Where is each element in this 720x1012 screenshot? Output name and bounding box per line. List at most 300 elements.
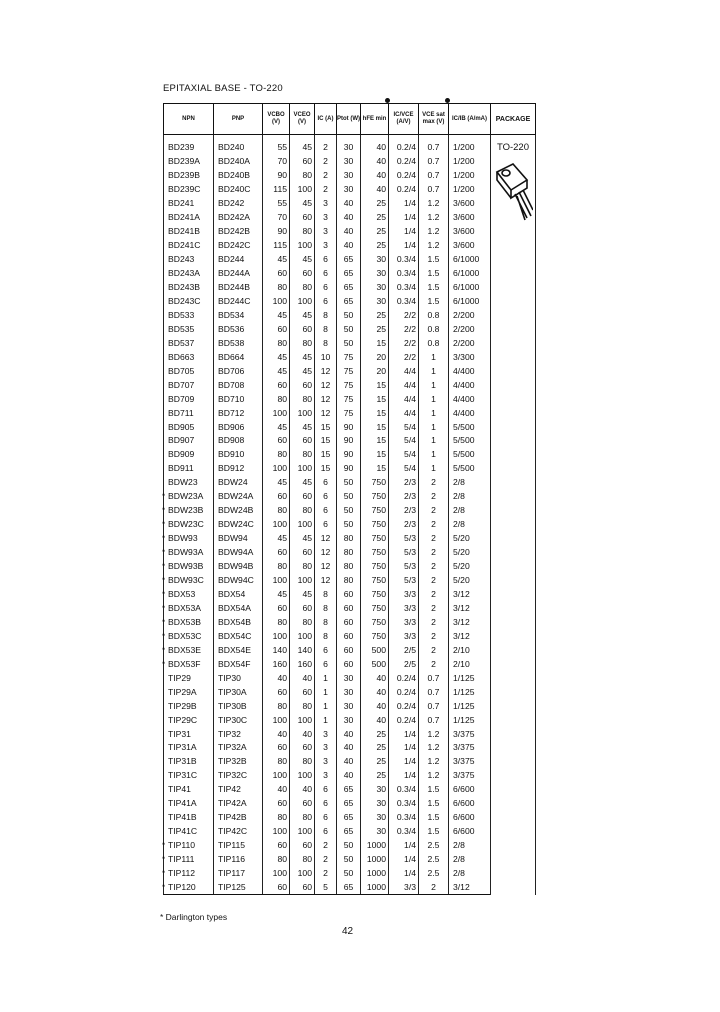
cell-ptot: 65: [337, 267, 361, 281]
cell-vcbo: 90: [263, 225, 290, 239]
cell-hfe: 15: [361, 420, 389, 434]
cell-vceo: 80: [290, 811, 315, 825]
cell-ic-ib: 3/12: [449, 615, 491, 629]
cell-ic-ib: 2/10: [449, 643, 491, 657]
cell-vcesat: 0.7: [419, 155, 449, 169]
cell-vceo: 60: [290, 322, 315, 336]
header-ic-ib: IC/IB (A/mA): [449, 104, 491, 135]
cell-ic: 3: [315, 225, 337, 239]
cell-ic: 6: [315, 281, 337, 295]
cell-ic-ib: 3/375: [449, 727, 491, 741]
cell-ic-ib: 1/125: [449, 685, 491, 699]
cell-ic-ib: 3/12: [449, 629, 491, 643]
cell-pnp: BD244B: [214, 281, 263, 295]
table-row: [164, 643, 536, 657]
cell-vceo: 80: [290, 448, 315, 462]
cell-ic-ib: 6/1000: [449, 267, 491, 281]
cell-pnp: BDW24: [214, 476, 263, 490]
cell-vceo: 100: [290, 574, 315, 588]
cell-vcbo: 160: [263, 657, 290, 671]
cell-ic: 6: [315, 825, 337, 839]
cell-hfe: 30: [361, 797, 389, 811]
header-vceo: VCEO (V): [290, 104, 315, 135]
cell-vceo: 60: [290, 797, 315, 811]
darlington-marker: *: [162, 562, 166, 572]
cell-ic-ib: 6/1000: [449, 281, 491, 295]
cell-hfe: 15: [361, 462, 389, 476]
cell-ptot: 80: [337, 574, 361, 588]
header-ic-vce: IC/VCE (A/V): [389, 104, 419, 135]
cell-npn: [164, 434, 214, 448]
cell-npn: [164, 308, 214, 322]
cell-ic-ib: 3/12: [449, 881, 491, 895]
cell-pnp: BD910: [214, 448, 263, 462]
footnote-dot-marker: [445, 98, 450, 103]
cell-vceo: 100: [290, 713, 315, 727]
cell-npn: [164, 392, 214, 406]
cell-ic-ib: 4/400: [449, 364, 491, 378]
npn-label: TIP29: [168, 672, 191, 683]
table-row: [164, 197, 536, 211]
cell-ic: 15: [315, 448, 337, 462]
npn-label: TIP29C: [168, 714, 198, 725]
cell-npn: [164, 825, 214, 839]
cell-vcesat: 2: [419, 601, 449, 615]
cell-ic-vce: 0.3/4: [389, 783, 419, 797]
table-row: [164, 448, 536, 462]
cell-ic: 12: [315, 560, 337, 574]
cell-ic-vce: 1/4: [389, 727, 419, 741]
cell-ic: 2: [315, 853, 337, 867]
cell-vcbo: 60: [263, 322, 290, 336]
darlington-marker: *: [162, 659, 166, 669]
cell-ic-vce: 5/3: [389, 546, 419, 560]
npn-label: TIP120: [168, 881, 196, 892]
cell-npn: [164, 629, 214, 643]
cell-ptot: 30: [337, 135, 361, 155]
cell-vcesat: 2: [419, 629, 449, 643]
cell-vceo: 45: [290, 197, 315, 211]
cell-vcesat: 1.2: [419, 239, 449, 253]
cell-pnp: TIP30: [214, 671, 263, 685]
cell-hfe: 15: [361, 378, 389, 392]
cell-vceo: 60: [290, 685, 315, 699]
cell-vceo: 100: [290, 518, 315, 532]
cell-hfe: 500: [361, 657, 389, 671]
darlington-marker: *: [162, 617, 166, 627]
header-pnp: PNP: [214, 104, 263, 135]
cell-ptot: 30: [337, 671, 361, 685]
cell-hfe: 25: [361, 239, 389, 253]
npn-label: BD705: [168, 365, 195, 376]
cell-npn: [164, 532, 214, 546]
cell-hfe: 40: [361, 183, 389, 197]
cell-pnp: TIP42: [214, 783, 263, 797]
cell-hfe: 750: [361, 629, 389, 643]
cell-ptot: 90: [337, 448, 361, 462]
cell-pnp: TIP116: [214, 853, 263, 867]
cell-vceo: 60: [290, 378, 315, 392]
cell-hfe: 750: [361, 476, 389, 490]
cell-npn: [164, 755, 214, 769]
cell-ptot: 50: [337, 322, 361, 336]
darlington-marker: *: [162, 589, 166, 599]
cell-ic: 6: [315, 476, 337, 490]
cell-vcbo: 80: [263, 811, 290, 825]
cell-ptot: 40: [337, 225, 361, 239]
npn-label: BD239C: [168, 184, 201, 195]
cell-ic: 2: [315, 839, 337, 853]
cell-vcbo: 100: [263, 769, 290, 783]
cell-ptot: 80: [337, 546, 361, 560]
cell-ptot: 40: [337, 239, 361, 253]
npn-label: TIP41: [168, 784, 191, 795]
darlington-marker: *: [162, 506, 166, 516]
cell-ic-vce: 0.2/4: [389, 183, 419, 197]
cell-vceo: 100: [290, 406, 315, 420]
cell-ic: 2: [315, 135, 337, 155]
cell-vceo: 100: [290, 825, 315, 839]
npn-label: BD241: [168, 198, 195, 209]
npn-label: TIP31B: [168, 756, 197, 767]
cell-vcbo: 100: [263, 713, 290, 727]
npn-label: BD243A: [168, 268, 201, 279]
cell-hfe: 750: [361, 588, 389, 602]
cell-vcbo: 60: [263, 839, 290, 853]
header-hfe: hFE min: [361, 104, 389, 135]
npn-label: BD241A: [168, 212, 201, 223]
cell-hfe: 40: [361, 155, 389, 169]
cell-vcbo: 80: [263, 560, 290, 574]
npn-label: BDX53: [168, 588, 196, 599]
cell-vcbo: 45: [263, 364, 290, 378]
cell-vceo: 45: [290, 364, 315, 378]
cell-npn: [164, 560, 214, 574]
cell-vcesat: 1.5: [419, 797, 449, 811]
cell-hfe: 30: [361, 267, 389, 281]
cell-vcbo: 70: [263, 211, 290, 225]
cell-vceo: 160: [290, 657, 315, 671]
cell-vceo: 140: [290, 643, 315, 657]
cell-ic: 5: [315, 881, 337, 895]
table-row: [164, 811, 536, 825]
cell-pnp: BD908: [214, 434, 263, 448]
cell-ic-ib: 1/125: [449, 671, 491, 685]
cell-ic: 8: [315, 308, 337, 322]
cell-npn: [164, 504, 214, 518]
cell-vceo: 45: [290, 253, 315, 267]
cell-ptot: 60: [337, 643, 361, 657]
cell-ic: 3: [315, 197, 337, 211]
cell-vcesat: 2: [419, 532, 449, 546]
cell-ic-ib: 5/20: [449, 532, 491, 546]
cell-vceo: 45: [290, 308, 315, 322]
cell-ic: 12: [315, 546, 337, 560]
cell-vceo: 60: [290, 546, 315, 560]
cell-vcesat: 0.7: [419, 713, 449, 727]
cell-vceo: 80: [290, 853, 315, 867]
cell-ptot: 90: [337, 420, 361, 434]
cell-vceo: 80: [290, 615, 315, 629]
cell-ptot: 65: [337, 253, 361, 267]
cell-ic: 3: [315, 239, 337, 253]
cell-ic-vce: 5/3: [389, 574, 419, 588]
cell-ic-ib: 5/20: [449, 560, 491, 574]
cell-ptot: 50: [337, 308, 361, 322]
npn-label: TIP29A: [168, 686, 197, 697]
cell-vcbo: 90: [263, 169, 290, 183]
cell-vcesat: 1.2: [419, 225, 449, 239]
cell-vcbo: 100: [263, 629, 290, 643]
cell-hfe: 750: [361, 504, 389, 518]
cell-ic: 3: [315, 755, 337, 769]
cell-vcesat: 1.5: [419, 281, 449, 295]
cell-ic-vce: 3/3: [389, 881, 419, 895]
cell-npn: [164, 267, 214, 281]
cell-vceo: 60: [290, 211, 315, 225]
cell-ic-ib: 3/375: [449, 741, 491, 755]
npn-label: BDW93: [168, 533, 198, 544]
cell-npn: [164, 364, 214, 378]
cell-npn: [164, 811, 214, 825]
cell-vcbo: 100: [263, 867, 290, 881]
cell-hfe: 30: [361, 811, 389, 825]
darlington-marker: *: [162, 882, 166, 892]
cell-vcbo: 55: [263, 197, 290, 211]
cell-ic-vce: 0.3/4: [389, 797, 419, 811]
cell-ic-vce: 1/4: [389, 225, 419, 239]
npn-label: BD241C: [168, 240, 201, 251]
cell-ic-ib: 1/200: [449, 135, 491, 155]
cell-hfe: 30: [361, 294, 389, 308]
cell-vcesat: 0.7: [419, 169, 449, 183]
cell-pnp: TIP32B: [214, 755, 263, 769]
cell-vcbo: 80: [263, 615, 290, 629]
npn-label: BD239B: [168, 170, 201, 181]
cell-ptot: 40: [337, 769, 361, 783]
cell-pnp: BDX54A: [214, 601, 263, 615]
footnote-dot-marker: [385, 98, 390, 103]
header-npn: NPN: [164, 104, 214, 135]
cell-vceo: 80: [290, 560, 315, 574]
cell-ic: 12: [315, 406, 337, 420]
cell-pnp: BD242B: [214, 225, 263, 239]
cell-hfe: 25: [361, 197, 389, 211]
cell-vcbo: 45: [263, 532, 290, 546]
darlington-marker: *: [162, 603, 166, 613]
cell-vcesat: 2: [419, 588, 449, 602]
cell-vcesat: 2: [419, 560, 449, 574]
cell-ptot: 60: [337, 601, 361, 615]
cell-ic-vce: 4/4: [389, 364, 419, 378]
cell-ic-vce: 3/3: [389, 629, 419, 643]
table-row: [164, 378, 536, 392]
cell-pnp: BD534: [214, 308, 263, 322]
cell-ic: 8: [315, 615, 337, 629]
cell-hfe: 25: [361, 727, 389, 741]
cell-ptot: 90: [337, 462, 361, 476]
cell-vceo: 100: [290, 294, 315, 308]
table-row: [164, 881, 536, 895]
cell-vcbo: 60: [263, 267, 290, 281]
cell-ic-vce: 0.2/4: [389, 713, 419, 727]
cell-ic: 12: [315, 574, 337, 588]
npn-label: BD535: [168, 323, 195, 334]
cell-vcesat: 1: [419, 406, 449, 420]
cell-pnp: BD244C: [214, 294, 263, 308]
cell-vcbo: 100: [263, 518, 290, 532]
cell-ic-vce: 2/3: [389, 476, 419, 490]
cell-npn: [164, 574, 214, 588]
cell-ic: 6: [315, 253, 337, 267]
cell-npn: [164, 615, 214, 629]
cell-npn: [164, 378, 214, 392]
cell-ptot: 80: [337, 560, 361, 574]
cell-ptot: 50: [337, 839, 361, 853]
cell-vcbo: 80: [263, 392, 290, 406]
cell-ic-ib: 6/1000: [449, 253, 491, 267]
cell-vcesat: 2: [419, 490, 449, 504]
cell-ic: 2: [315, 183, 337, 197]
cell-pnp: BD536: [214, 322, 263, 336]
table-body: [164, 135, 536, 895]
header-vcbo: VCBO (V): [263, 104, 290, 135]
cell-vcesat: 1: [419, 392, 449, 406]
cell-npn: [164, 867, 214, 881]
cell-hfe: 25: [361, 322, 389, 336]
header-vcesat: VCE sat max (V): [419, 104, 449, 135]
table-row: [164, 518, 536, 532]
cell-vcesat: 2: [419, 574, 449, 588]
cell-hfe: 15: [361, 406, 389, 420]
cell-pnp: BD664: [214, 350, 263, 364]
table-row: [164, 308, 536, 322]
cell-vcbo: 40: [263, 671, 290, 685]
cell-ic-ib: 5/20: [449, 574, 491, 588]
cell-vcbo: 80: [263, 336, 290, 350]
cell-ic-vce: 0.2/4: [389, 685, 419, 699]
darlington-marker: *: [162, 645, 166, 655]
cell-ic-ib: 2/8: [449, 490, 491, 504]
table-row: [164, 629, 536, 643]
cell-vcesat: 1.2: [419, 741, 449, 755]
cell-pnp: TIP32: [214, 727, 263, 741]
cell-ic: 15: [315, 420, 337, 434]
cell-npn: [164, 322, 214, 336]
cell-ic-ib: 2/8: [449, 853, 491, 867]
cell-vceo: 80: [290, 336, 315, 350]
cell-hfe: 15: [361, 392, 389, 406]
cell-vcesat: 1.2: [419, 755, 449, 769]
cell-ic-vce: 4/4: [389, 378, 419, 392]
cell-hfe: 15: [361, 336, 389, 350]
cell-ic-vce: 1/4: [389, 197, 419, 211]
cell-ic-ib: 3/375: [449, 769, 491, 783]
cell-ic-ib: 2/8: [449, 867, 491, 881]
npn-label: BD533: [168, 309, 195, 320]
cell-ic: 1: [315, 713, 337, 727]
table-row: [164, 504, 536, 518]
cell-vcbo: 45: [263, 588, 290, 602]
cell-hfe: 750: [361, 546, 389, 560]
cell-ptot: 40: [337, 727, 361, 741]
cell-vcbo: 60: [263, 881, 290, 895]
cell-pnp: BD906: [214, 420, 263, 434]
darlington-marker: *: [162, 534, 166, 544]
table-row: [164, 322, 536, 336]
cell-vcesat: 1.2: [419, 197, 449, 211]
cell-ic-vce: 5/4: [389, 462, 419, 476]
cell-vcesat: 1: [419, 364, 449, 378]
cell-ic-vce: 0.3/4: [389, 825, 419, 839]
cell-hfe: 750: [361, 518, 389, 532]
cell-ic: 12: [315, 392, 337, 406]
cell-vcesat: 0.7: [419, 135, 449, 155]
cell-hfe: 15: [361, 434, 389, 448]
cell-ic: 1: [315, 685, 337, 699]
table-row: [164, 183, 536, 197]
cell-ic-ib: 2/8: [449, 518, 491, 532]
cell-vcesat: 1.2: [419, 769, 449, 783]
cell-vceo: 40: [290, 783, 315, 797]
cell-vcesat: 1.5: [419, 253, 449, 267]
cell-ic-ib: 2/8: [449, 839, 491, 853]
cell-ic-ib: 2/10: [449, 657, 491, 671]
npn-label: BDW23A: [168, 491, 204, 502]
cell-pnp: TIP30A: [214, 685, 263, 699]
npn-label: BD707: [168, 379, 195, 390]
cell-pnp: TIP115: [214, 839, 263, 853]
cell-pnp: TIP32C: [214, 769, 263, 783]
cell-ic-ib: 1/125: [449, 713, 491, 727]
npn-label: BDW93C: [168, 575, 204, 586]
cell-pnp: TIP32A: [214, 741, 263, 755]
cell-vceo: 100: [290, 239, 315, 253]
cell-ptot: 65: [337, 825, 361, 839]
cell-ic: 6: [315, 490, 337, 504]
table-row: [164, 294, 536, 308]
cell-vcbo: 80: [263, 504, 290, 518]
table-row: [164, 867, 536, 881]
cell-ptot: 40: [337, 755, 361, 769]
table-row: [164, 350, 536, 364]
cell-vcesat: 0.8: [419, 308, 449, 322]
cell-vceo: 60: [290, 490, 315, 504]
cell-pnp: BD706: [214, 364, 263, 378]
npn-label: TIP41C: [168, 826, 198, 837]
cell-vcbo: 70: [263, 155, 290, 169]
npn-label: BD537: [168, 337, 195, 348]
cell-ic-vce: 1/4: [389, 769, 419, 783]
cell-hfe: 40: [361, 169, 389, 183]
table-row: [164, 853, 536, 867]
package-cell: [491, 135, 536, 895]
cell-npn: [164, 253, 214, 267]
cell-npn: [164, 211, 214, 225]
footnote: * Darlington types: [160, 912, 228, 922]
cell-ic-vce: 4/4: [389, 392, 419, 406]
cell-ic-ib: 5/500: [449, 462, 491, 476]
cell-hfe: 750: [361, 615, 389, 629]
npn-label: BD711: [168, 407, 194, 418]
cell-ic: 6: [315, 797, 337, 811]
cell-vcbo: 45: [263, 308, 290, 322]
cell-vcesat: 1.2: [419, 727, 449, 741]
cell-vcesat: 1.5: [419, 294, 449, 308]
darlington-marker: *: [162, 841, 166, 851]
cell-ptot: 30: [337, 183, 361, 197]
cell-ic-vce: 5/3: [389, 560, 419, 574]
